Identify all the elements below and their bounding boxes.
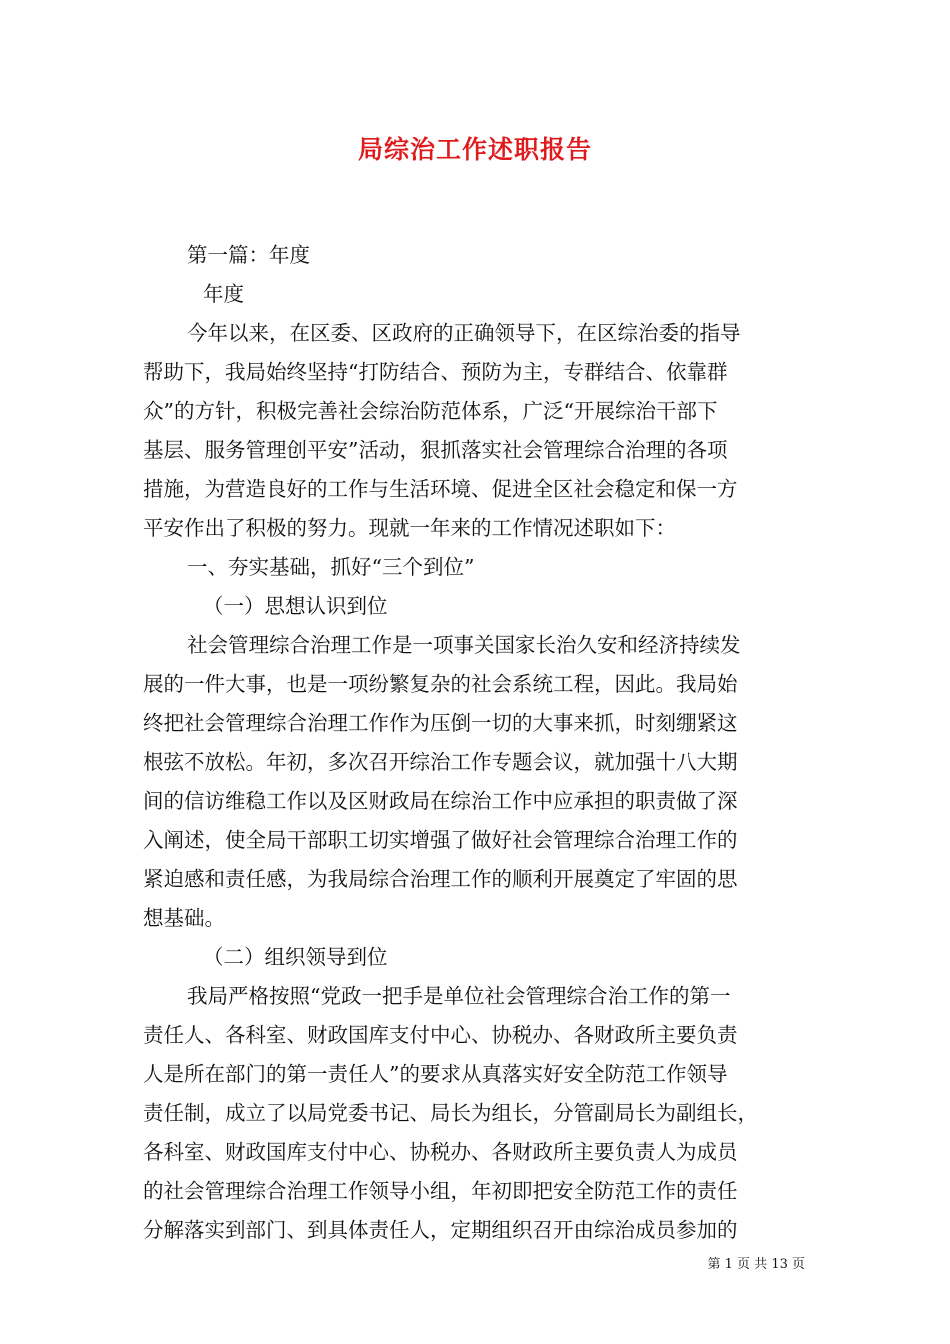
paragraph-line: 年度 xyxy=(203,282,244,306)
paragraph-line: 终把社会管理综合治理工作作为压倒一切的大事来抓，时刻绷紧这 xyxy=(143,711,738,735)
paragraph-line: 措施，为营造良好的工作与生活环境、促进全区社会稳定和保一方 xyxy=(143,477,738,501)
paragraph-line: 基层、服务管理创平安”活动，狠抓落实社会管理综合治理的各项 xyxy=(143,438,728,462)
paragraph-line: 展的一件大事，也是一项纷繁复杂的社会系统工程，因此。我局始 xyxy=(143,672,738,696)
subsection-heading: 一、夯实基础，抓好“三个到位” xyxy=(187,555,475,579)
paragraph-line: 责任制，成立了以局党委书记、局长为组长，分管副局长为副组长， xyxy=(143,1101,758,1125)
paragraph-line: 根弦不放松。年初，多次召开综治工作专题会议，就加强十八大期 xyxy=(143,750,738,774)
subsection-heading: （二）组织领导到位 xyxy=(203,945,388,969)
paragraph-line: 入阐述，使全局干部职工切实增强了做好社会管理综合治理工作的 xyxy=(143,828,738,852)
page-number-footer: 第 1 页 共 13 页 xyxy=(707,1257,805,1272)
paragraph-line: 想基础。 xyxy=(143,906,225,930)
paragraph-line: 各科室、财政国库支付中心、协税办、各财政所主要负责人为成员 xyxy=(143,1140,738,1164)
paragraph-line: 人是所在部门的第一责任人”的要求从真落实好安全防范工作领导 xyxy=(143,1062,728,1086)
paragraph-line: 间的信访维稳工作以及区财政局在综治工作中应承担的职责做了深 xyxy=(143,789,738,813)
document-body xyxy=(143,236,808,1250)
subsection-heading: （一）思想认识到位 xyxy=(203,594,388,618)
paragraph-line: 我局严格按照“党政一把手是单位社会管理综合治工作的第一 xyxy=(187,984,731,1008)
paragraph-line: 责任人、各科室、财政国库支付中心、协税办、各财政所主要负责 xyxy=(143,1023,738,1047)
paragraph-line: 的社会管理综合治理工作领导小组，年初即把安全防范工作的责任 xyxy=(143,1179,738,1203)
paragraph-line: 帮助下，我局始终坚持“打防结合、预防为主，专群结合、依靠群 xyxy=(143,360,728,384)
paragraph-line: 平安作出了积极的努力。现就一年来的工作情况述职如下： xyxy=(143,516,676,540)
paragraph-line: 众”的方针，积极完善社会综治防范体系，广泛“开展综治干部下 xyxy=(143,399,718,423)
section-heading: 第一篇：年度 xyxy=(187,243,310,267)
paragraph-line: 今年以来，在区委、区政府的正确领导下，在区综治委的指导 xyxy=(187,321,741,345)
paragraph-line: 社会管理综合治理工作是一项事关国家长治久安和经济持续发 xyxy=(187,633,741,657)
paragraph-line: 紧迫感和责任感，为我局综合治理工作的顺利开展奠定了牢固的思 xyxy=(143,867,738,891)
document-title: 局综治工作述职报告 xyxy=(357,135,592,164)
paragraph-line: 分解落实到部门、到具体责任人，定期组织召开由综治成员参加的 xyxy=(143,1218,738,1242)
